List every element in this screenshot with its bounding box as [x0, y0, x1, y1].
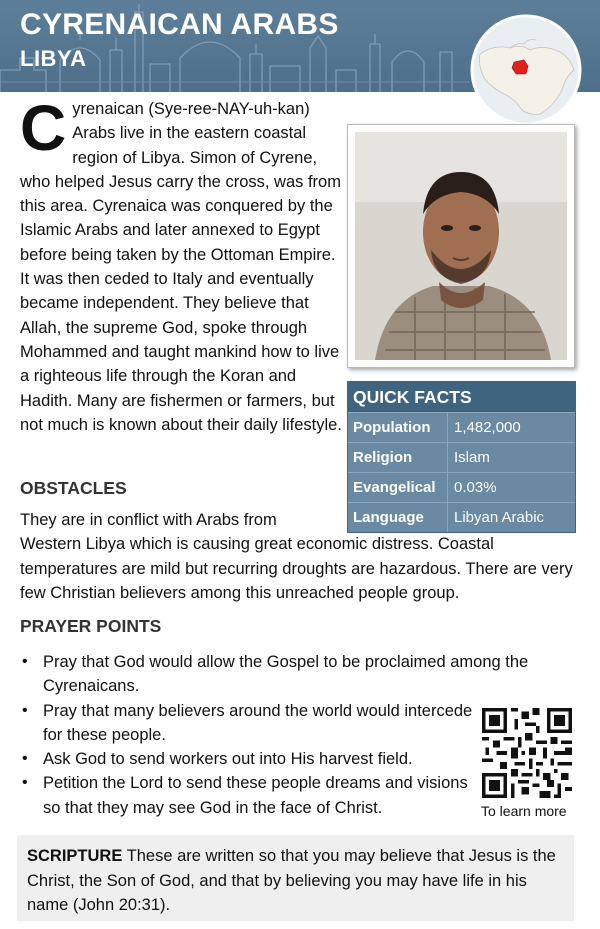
- list-item: • Pray that God would allow the Gospel to be proclaimed among the Cyrenaicans.: [20, 650, 560, 699]
- fact-label: Language: [348, 503, 448, 532]
- qr-code[interactable]: [482, 708, 572, 798]
- man-portrait-illustration: [355, 132, 567, 360]
- page-title: CYRENAICAN ARABS: [20, 8, 339, 41]
- quick-facts-title: QUICK FACTS: [348, 382, 575, 412]
- fact-row-evangelical: [348, 472, 575, 502]
- fact-label: Religion: [348, 443, 448, 472]
- obstacles-text: Western Libya which is causing great economic distress. Coastal temperatures are mild but recurring droughts are hazardous. There are very few Christian believers among this unreached people group.: [20, 535, 573, 602]
- scripture-text: These are written so that you may believe that Jesus is the Christ, the Son of God, and that by believing you may have life in his name (John 20:31).: [27, 847, 556, 914]
- fact-label: Evangelical: [348, 473, 448, 502]
- fact-row-religion: [348, 442, 575, 472]
- fact-value: 1,482,000: [454, 419, 521, 436]
- intro-text: yrenaican (Sye-ree-NAY-uh-kan) Arabs live in the eastern coastal region of Libya. Simon of Cyrene, who helped Jesus carry the cross, was from this area. Cyrenaica was conquered by the Islamic Arabs and later annexed to Egypt before being taken by the Ottoman Empire. It was then ceded to Italy and eventually became independent. They believe that Allah, the supreme God, spoke through Mohammed and taught mankind how to live a righteous life through the Koran and Hadith. Many are fishermen or farmers, but not much is known about their daily lifestyle.: [20, 100, 342, 434]
- list-item: • Pray that many believers around the world would intercede for these people.: [20, 699, 473, 748]
- country-subtitle: LIBYA: [20, 46, 87, 71]
- prayer-points-heading: PRAYER POINTS: [20, 616, 162, 636]
- globe-locator-map: [470, 14, 582, 126]
- fact-value: Islam: [454, 449, 490, 466]
- obstacles-first-line: They are in conflict with Arabs from: [20, 511, 277, 529]
- scripture-box: [17, 835, 574, 921]
- fact-value: 0.03%: [454, 479, 497, 496]
- fact-value: Libyan Arabic: [454, 509, 545, 526]
- obstacles-heading: OBSTACLES: [20, 478, 127, 498]
- drop-cap: C: [20, 92, 67, 164]
- qr-caption: To learn more: [481, 803, 567, 819]
- prayer-points-list: [20, 650, 560, 820]
- scripture-label: SCRIPTURE: [27, 847, 123, 865]
- fact-label: Population: [348, 413, 448, 442]
- obstacles-paragraph: [20, 508, 580, 605]
- intro-paragraph: [20, 92, 344, 437]
- list-item: • Petition the Lord to send these people dreams and visions so that they may see God in the face of Christ.: [20, 771, 473, 820]
- fact-row-population: [348, 412, 575, 442]
- portrait-photo: [347, 124, 575, 368]
- list-item: • Ask God to send workers out into His harvest field.: [20, 747, 473, 771]
